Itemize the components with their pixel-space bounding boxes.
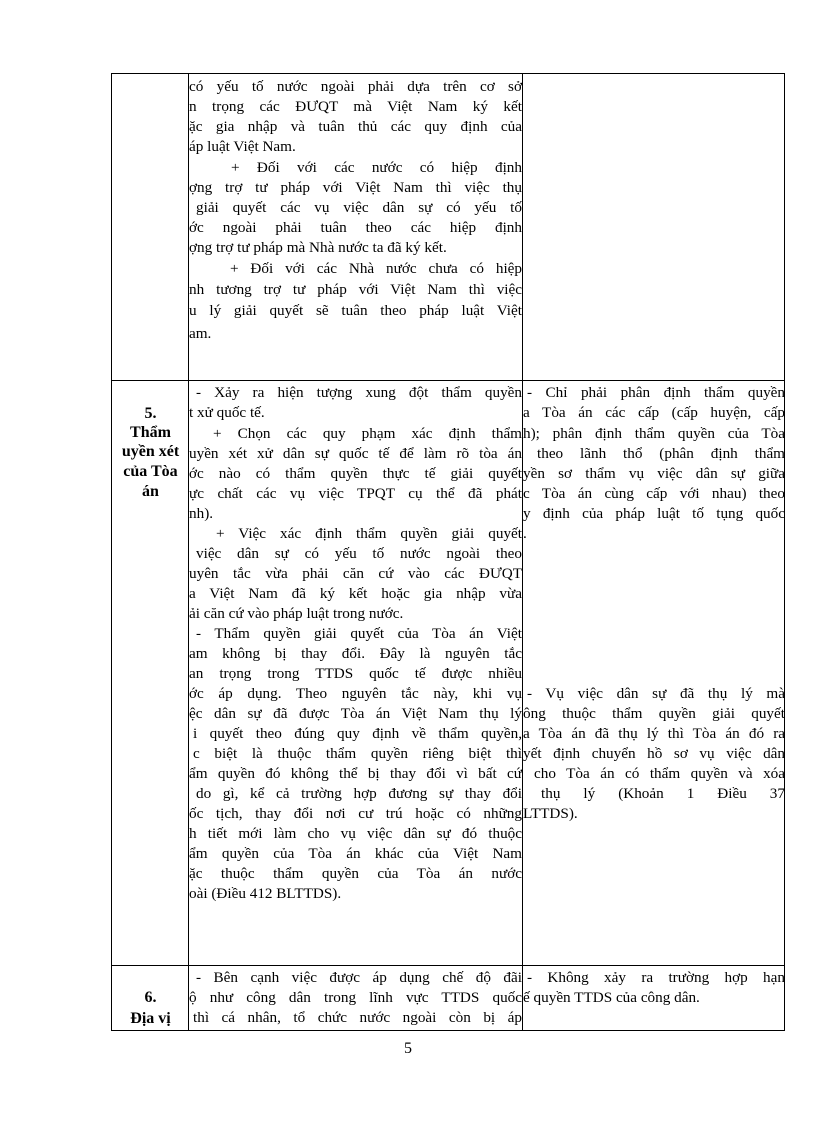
text-line: áp luật Việt Nam. — [189, 138, 296, 155]
text-line: n trọng các ĐƯQT mà Việt Nam ký kết — [189, 98, 522, 115]
text-line: ặc thuộc thẩm quyền của Tòa án nước — [189, 865, 522, 882]
text-line: thụ lý (Khoản 1 Điều 37 — [541, 785, 785, 802]
text-line: nh). — [189, 505, 214, 522]
text-line: ốc tịch, thay đổi nơi cư trú hoặc có những — [189, 805, 522, 822]
text-line: h); phân định thẩm quyền của Tòa — [523, 425, 785, 442]
text-line: ớc nào có thẩm quyền thực tế giải quyết — [189, 465, 522, 482]
text-line: + Đối với các Nhà nước chưa có hiệp — [230, 260, 522, 277]
text-line: thì cá nhân, tổ chức nước ngoài còn bị áp — [193, 1009, 522, 1026]
text-line: a Việt Nam đã ký kết hoặc gia nhập vừa — [189, 585, 522, 602]
row5-label-line: 5. — [144, 405, 157, 422]
text-line: uyền xét xử dân sự quốc tế để làm rõ tòa án — [189, 445, 522, 462]
text-line: am. — [189, 325, 212, 342]
text-line: việc dân sự có yếu tố nước ngoài theo — [196, 545, 522, 562]
row6-label-line: 6. — [144, 989, 157, 1006]
row5-label-line: của Tòa — [123, 463, 178, 480]
text-line: an trọng trong TTDS quốc tế được nhiều — [189, 665, 522, 682]
text-line: ớc áp dụng. Theo nguyên tắc này, khi vụ — [189, 685, 522, 702]
text-line: ợng trợ tư pháp mà Nhà nước ta đã ký kết. — [189, 239, 447, 256]
text-line: - Vụ việc dân sự đã thụ lý mà — [527, 685, 785, 702]
text-line: t xử quốc tế. — [189, 404, 265, 421]
text-line: - Xảy ra hiện tượng xung đột thẩm quyền — [196, 384, 522, 401]
text-line: cho Tòa án có thẩm quyền và xóa — [534, 765, 785, 782]
text-line: a Tòa án các cấp (cấp huyện, cấp — [523, 404, 785, 421]
text-line: yền sơ thẩm vụ việc dân sự giữa — [523, 465, 785, 482]
row5-label-line: án — [142, 483, 159, 500]
text-line: - Bên cạnh việc được áp dụng chế độ đãi — [196, 969, 522, 986]
text-line: + Việc xác định thẩm quyền giải quyết — [216, 525, 522, 542]
text-line: ải căn cứ vào pháp luật trong nước. — [189, 605, 404, 622]
text-line: a Tòa án đã thụ lý thì Tòa án đó ra — [523, 725, 785, 742]
text-line: ực chất các vụ việc TPQT cụ thể đã phát — [189, 485, 522, 502]
text-line: y định của pháp luật tố tụng quốc — [523, 505, 785, 522]
text-line: ẩm quyền đó không thể bị thay đổi vì bất cứ — [189, 765, 522, 782]
page-number: 5 — [404, 1040, 412, 1057]
text-line: u lý giải quyết sẽ tuân theo pháp luật Việt — [189, 302, 522, 319]
row5-label-cell — [113, 381, 188, 965]
text-line: c biệt là thuộc thẩm quyền riêng biệt thì — [193, 745, 522, 762]
text-line: ế quyền TTDS của công dân. — [523, 989, 700, 1006]
text-line: + Đối với các nước có hiệp định — [231, 159, 522, 176]
text-line: - Thẩm quyền giải quyết của Tòa án Việt — [196, 625, 522, 642]
text-line: ộ như công dân trong lĩnh vực TTDS quốc — [189, 989, 522, 1006]
row5-col3 — [523, 381, 785, 965]
text-line: ợng trợ tư pháp với Việt Nam thì việc thụ — [189, 179, 522, 196]
text-line: ông thuộc thẩm quyền giải quyết — [523, 705, 785, 722]
row6-label-line: Địa vị — [130, 1010, 171, 1027]
text-line: - Không xảy ra trường hợp hạn — [527, 969, 785, 986]
row5-label-line: uyền xét — [121, 443, 180, 460]
text-line: theo lãnh thổ (phân định thẩm — [537, 445, 785, 462]
row5-label-line: Thẩm — [130, 424, 171, 441]
text-line: do gì, kể cả trường hợp đương sự thay đổi — [196, 785, 522, 802]
text-line: ẩm quyền của Tòa án khác của Việt Nam — [189, 845, 522, 862]
row5-col2 — [189, 381, 522, 965]
text-line: giải quyết các vụ việc dân sự có yếu tố — [196, 199, 522, 216]
text-line: + Chọn các quy phạm xác định thẩm — [213, 425, 522, 442]
text-line: - Chỉ phải phân định thẩm quyền — [527, 384, 785, 401]
row6-col3 — [523, 966, 785, 1032]
text-line: có yếu tố nước ngoài phải dựa trên cơ sở — [189, 78, 522, 95]
text-line: ớc ngoài phải tuân theo các hiệp định — [189, 219, 522, 236]
text-line: am không bị thay đổi. Đây là nguyên tắc — [189, 645, 522, 662]
row6-label-cell — [113, 966, 188, 1032]
row6-col2 — [189, 966, 522, 1032]
text-line: yết định chuyển hồ sơ vụ việc dân — [523, 745, 785, 762]
text-line: uyên tắc vừa phải căn cứ vào các ĐƯQT — [189, 565, 522, 582]
text-line: LTTDS). — [523, 805, 578, 822]
text-line: ệc dân sự đã được Tòa án Việt Nam thụ lý — [189, 705, 522, 722]
text-line: . — [523, 525, 527, 542]
text-line: oài (Điều 412 BLTTDS). — [189, 885, 342, 902]
prev-row-col2 — [189, 74, 522, 380]
text-line: i quyết theo đúng quy định về thẩm quyền, — [193, 725, 522, 742]
text-line: c Tòa án cùng cấp với nhau) theo — [523, 485, 785, 502]
text-line: h tiết mới làm cho vụ việc dân sự đó thuộc — [189, 825, 522, 842]
text-line: ặc gia nhập và tuân thủ các quy định của — [189, 118, 522, 135]
text-line: nh tương trợ tư pháp với Việt Nam thì việc — [189, 281, 522, 298]
comparison-table — [111, 73, 785, 1031]
